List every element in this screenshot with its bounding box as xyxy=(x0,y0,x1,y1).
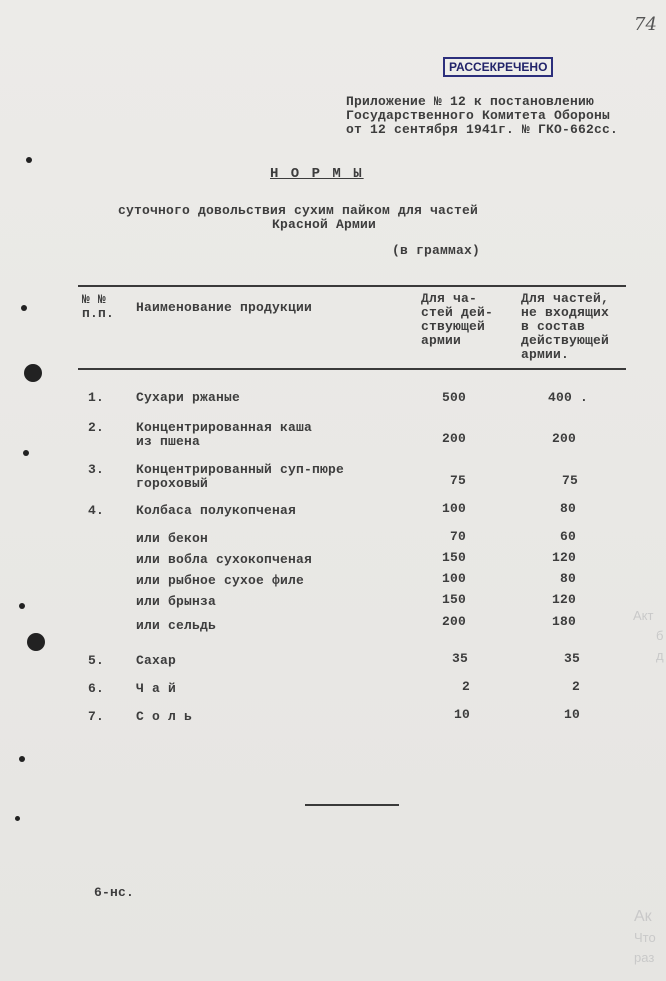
header-line-2: Государственного Комитета Обороны xyxy=(346,108,611,123)
punch-mark xyxy=(19,756,25,762)
watermark-fragment: Ак xyxy=(634,908,652,925)
declassified-stamp: РАССЕКРЕЧЕНО xyxy=(443,57,553,77)
subtitle-line-2: Красной Армии xyxy=(272,217,377,232)
punch-mark xyxy=(21,305,27,311)
page-number: 74 xyxy=(634,14,657,35)
table-header-rule xyxy=(78,368,626,370)
watermark-fragment: раз xyxy=(634,950,655,965)
punch-mark xyxy=(15,816,20,821)
punch-mark xyxy=(23,450,29,456)
punch-hole xyxy=(27,633,45,651)
header-line-3: от 12 сентября 1941г. № ГКО-662сс. xyxy=(346,122,619,137)
header-num: № № п.п. xyxy=(82,292,115,321)
punch-hole xyxy=(24,364,42,382)
punch-mark xyxy=(26,157,32,163)
units-note: (в граммах) xyxy=(392,243,481,258)
header-name: Наименование продукции xyxy=(136,300,313,315)
document-page: 74 РАССЕКРЕЧЕНО Приложение № 12 к постановлению Государственного Комитета Обороны от 12 сентября 1941г. № ГКО-662сс. Н О Р М Ы суточного довольствия сухим пайком для частей Красной Армии (в граммах) № № п.п. Наименование продукции Для ча- стей дей- ствующей армии Для частей, не входящих в состав действующей армии. 1. Сухари ржаные 500 400 . 2. Концентрированная каша из пшена 200 200 3. Концентрированный суп-пюре гороховый 75 75 4. Колбаса полукопченая 100 80 или бекон 70 60 или вобла сухокопченая 150 120 или рыбное сухое филе 100 80 или брынза 150 120 или сельдь 200 180 5. Сахар 35 35 6. Ч а й 2 2 7. С о л ь 10 10 6-нс. Акт б д Ак Что раз xyxy=(0,0,666,981)
table-top-rule xyxy=(78,285,626,287)
end-rule xyxy=(305,804,399,806)
subtitle-line-1: суточного довольствия сухим пайком для частей xyxy=(118,203,479,218)
watermark-fragment: д xyxy=(656,648,664,663)
footer-note: 6-нс. xyxy=(94,885,135,900)
punch-mark xyxy=(19,603,25,609)
header-col2: Для частей, не входящих в состав действующей армии. xyxy=(521,291,610,362)
document-title: Н О Р М Ы xyxy=(270,166,364,182)
watermark-fragment: Акт xyxy=(633,608,654,623)
watermark-fragment: Что xyxy=(634,930,656,945)
watermark-fragment: б xyxy=(656,628,664,643)
header-line-1: Приложение № 12 к постановлению xyxy=(346,94,595,109)
header-col1: Для ча- стей дей- ствующей армии xyxy=(421,291,494,348)
